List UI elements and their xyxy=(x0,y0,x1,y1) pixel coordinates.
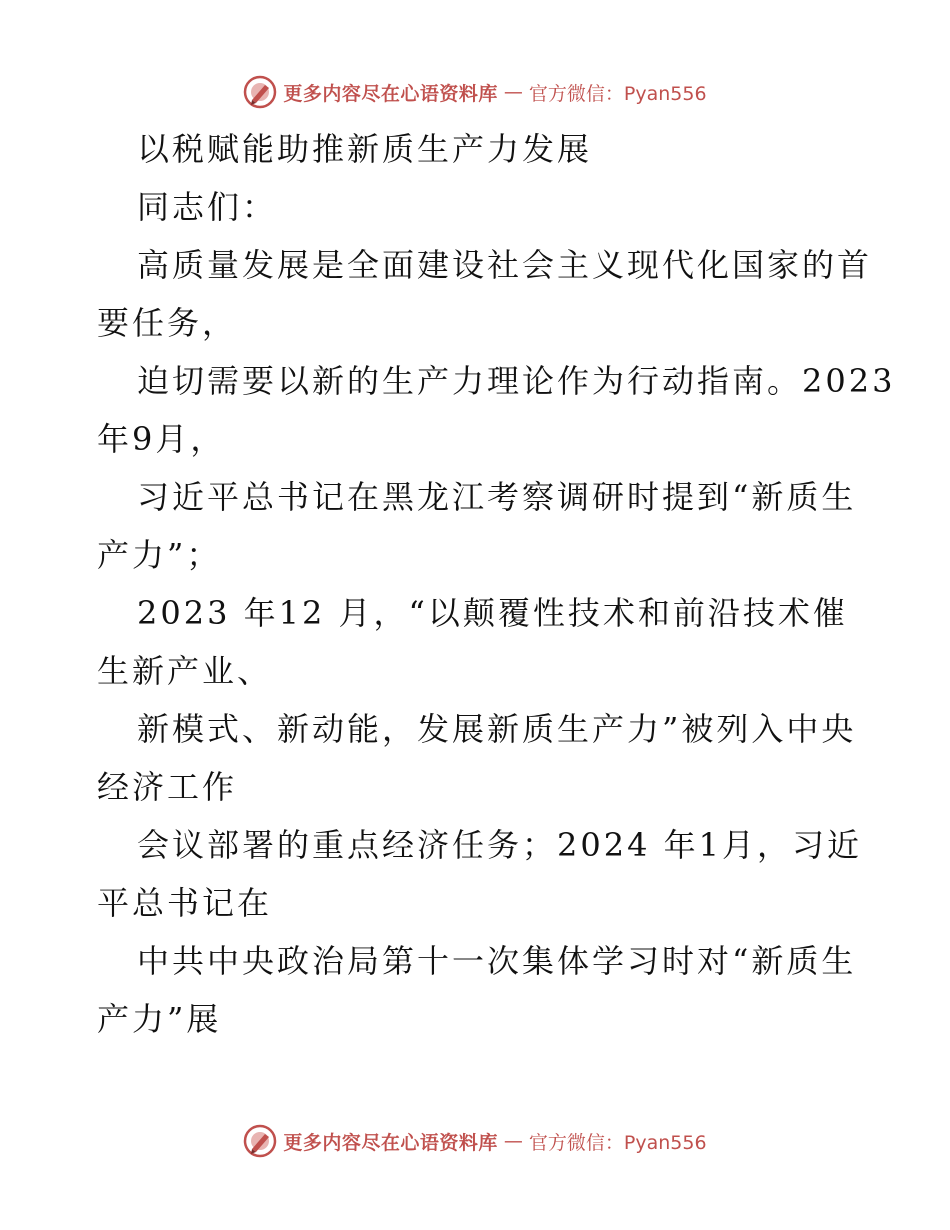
salutation: 同志们： xyxy=(137,188,278,226)
paragraph-line: 迫切需要以新的生产力理论作为行动指南。2023 xyxy=(137,362,896,400)
watermark-text: 更多内容尽在心语资料库 xyxy=(283,1131,498,1154)
paragraph-line: 会议部署的重点经济任务；2024 年1月，习近 xyxy=(137,826,862,864)
watermark-account: 官方微信：Pyan556 xyxy=(528,1131,707,1154)
watermark-dash: — xyxy=(503,81,523,103)
paragraph-line: 习近平总书记在黑龙江考察调研时提到“新质生 xyxy=(137,478,857,516)
paragraph-line: 生新产业、 xyxy=(97,652,273,690)
header-watermark xyxy=(0,72,950,112)
pen-logo-icon xyxy=(243,1124,277,1158)
paragraph-line: 年9月， xyxy=(97,420,226,458)
watermark-text: 更多内容尽在心语资料库 xyxy=(283,82,498,105)
paragraph-line: 中共中央政治局第十一次集体学习时对“新质生 xyxy=(137,942,857,980)
paragraph-line: 高质量发展是全面建设社会主义现代化国家的首 xyxy=(137,246,873,284)
document-body xyxy=(97,120,896,1048)
footer-watermark xyxy=(0,1121,950,1161)
paragraph-line: 新模式、新动能，发展新质生产力”被列入中央 xyxy=(137,710,857,748)
watermark-dash: — xyxy=(503,1130,523,1152)
paragraph-line: 产力”； xyxy=(97,536,222,574)
paragraph-line: 经济工作 xyxy=(97,768,238,806)
paragraph-line: 要任务， xyxy=(97,304,238,342)
paragraph-line: 平总书记在 xyxy=(97,884,273,922)
paragraph-line: 2023 年12 月，“以颠覆性技术和前沿技术催 xyxy=(137,594,848,632)
pen-logo-icon xyxy=(243,75,277,109)
watermark-account: 官方微信：Pyan556 xyxy=(528,82,707,105)
paragraph-line: 产力”展 xyxy=(97,1000,222,1038)
document-title: 以税赋能助推新质生产力发展 xyxy=(137,130,593,168)
